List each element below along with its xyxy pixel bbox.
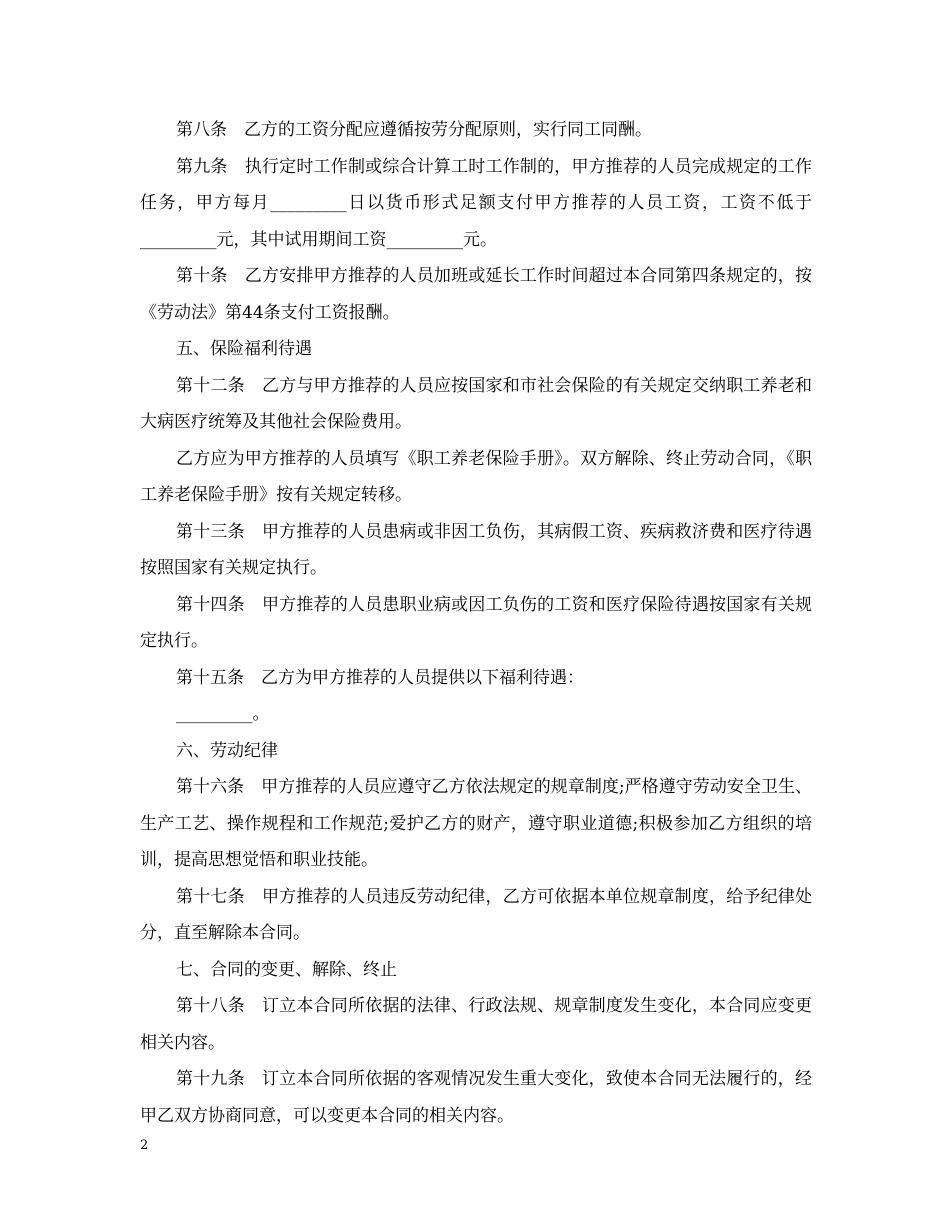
- article-9: 第九条 执行定时工作制或综合计算工时工作制的，甲方推荐的人员完成规定的工作任务，甲方每月_________日以货币形式足额支付甲方推荐的人员工资，工资不低于_________元，其中试用期间工资_________元。: [140, 156, 812, 250]
- section-heading-contract-changes: 七、合同的变更、解除、终止: [176, 959, 397, 980]
- page-number: 2: [140, 1138, 149, 1153]
- article-12: 第十二条 乙方与甲方推荐的人员应按国家和市社会保险的有关规定交纳职工养老和大病医疗统筹及其他社会保险费用。: [140, 375, 812, 432]
- pension-handbook-paragraph: 乙方应为甲方推荐的人员填写《职工养老保险手册》。双方解除、终止劳动合同，《职工养老保险手册》按有关规定转移。: [140, 448, 812, 505]
- article-10: 第十条 乙方安排甲方推荐的人员加班或延长工作时间超过本合同第四条规定的，按《劳动法》第44条支付工资报酬。: [140, 266, 812, 323]
- article-16: 第十六条 甲方推荐的人员应遵守乙方依法规定的规章制度;严格遵守劳动安全卫生、生产工艺、操作规程和工作规范;爱护乙方的财产，遵守职业道德;积极参加乙方组织的培训，提高思想觉悟和职业技能。: [140, 777, 812, 870]
- article-13: 第十三条 甲方推荐的人员患病或非因工负伤，其病假工资、疾病救济费和医疗待遇按照国家有关规定执行。: [140, 521, 812, 578]
- document-body: [140, 112, 812, 1134]
- article-14: 第十四条 甲方推荐的人员患职业病或因工负伤的工资和医疗保险待遇按国家有关规定执行。: [140, 594, 812, 651]
- article-15: 第十五条 乙方为甲方推荐的人员提供以下福利待遇：: [176, 667, 584, 688]
- welfare-blank-line: _________。: [176, 704, 270, 724]
- article-19: 第十九条 订立本合同所依据的客观情况发生重大变化，致使本合同无法履行的，经甲乙双方协商同意，可以变更本合同的相关内容。: [140, 1069, 812, 1126]
- section-heading-discipline: 六、劳动纪律: [176, 740, 278, 761]
- section-heading-insurance: 五、保险福利待遇: [176, 339, 312, 359]
- article-8: 第八条 乙方的工资分配应遵循按劳分配原则，实行同工同酬。: [176, 120, 652, 140]
- article-18: 第十八条 订立本合同所依据的法律、行政法规、规章制度发生变化，本合同应变更相关内容。: [140, 996, 812, 1053]
- article-17: 第十七条 甲方推荐的人员违反劳动纪律，乙方可依据本单位规章制度，给予纪律处分，直至解除本合同。: [140, 886, 812, 943]
